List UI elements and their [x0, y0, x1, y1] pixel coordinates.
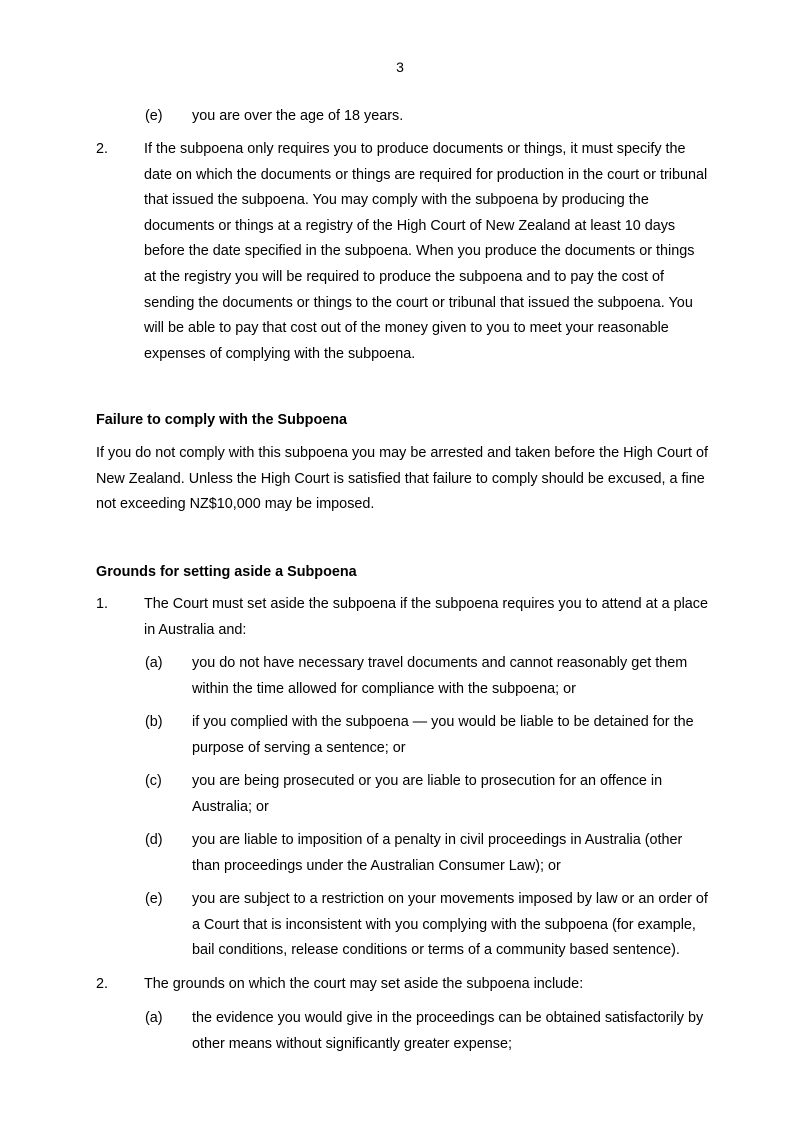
list-label: 1.	[96, 596, 109, 612]
text-line: you do not have necessary travel documents and cannot reasonably get them	[192, 655, 688, 671]
section-paragraph	[96, 441, 708, 518]
sub-item-text	[192, 651, 687, 702]
text-line: you are subject to a restriction on your movements imposed by law or an order of	[192, 891, 708, 907]
section-heading: Failure to comply with the Subpoena	[96, 412, 348, 428]
text-line: If you do not comply with this subpoena you may be arrested and taken before the High Court of	[96, 445, 708, 461]
text-line: than proceedings under the Australian Consumer Law); or	[192, 857, 561, 874]
text-line: before the date specified in the subpoena. When you produce the documents or things	[144, 243, 695, 260]
sub-item-text	[192, 887, 708, 964]
list-label: (a)	[145, 1010, 163, 1026]
text-line: within the time allowed for compliance with the subpoena; or	[192, 680, 576, 697]
text-line: you are being prosecuted or you are liable to prosecution for an offence in	[192, 773, 663, 789]
text-line: documents or things at a registry of the High Court of New Zealand at least 10 days	[144, 217, 676, 234]
sub-item-text	[192, 1006, 703, 1057]
text-line: sending the documents or things to the court or tribunal that issued the subpoena. You	[144, 294, 693, 311]
text-line: if you complied with the subpoena — you would be liable to be detained for the	[192, 714, 694, 730]
sub-item-text	[192, 828, 682, 879]
section-heading: Grounds for setting aside a Subpoena	[96, 564, 357, 580]
numbered-paragraph	[144, 592, 708, 643]
text-line: other means without significantly greater expense;	[192, 1035, 512, 1052]
text-line: purpose of serving a sentence; or	[192, 739, 406, 756]
text-line: New Zealand. Unless the High Court is satisfied that failure to comply should be excused, a fine	[96, 470, 705, 487]
text-line: that issued the subpoena. You may comply with the subpoena by producing the	[144, 192, 649, 209]
list-label: (e)	[145, 108, 163, 124]
text-line: The Court must set aside the subpoena if the subpoena requires you to attend at a place	[144, 596, 708, 612]
list-label: (a)	[145, 655, 163, 671]
text-line: you are liable to imposition of a penalty in civil proceedings in Australia (other	[192, 832, 683, 848]
list-label: (b)	[145, 714, 163, 730]
text-line: not exceeding NZ$10,000 may be imposed.	[96, 496, 375, 513]
list-label: (e)	[145, 891, 163, 907]
list-label: 2.	[96, 141, 109, 157]
text-line: in Australia and:	[144, 621, 247, 638]
sub-item-text	[192, 710, 694, 761]
page-number: 3	[396, 59, 404, 75]
text-line: date on which the documents or things are required for production in the court or tribunal	[144, 166, 708, 183]
text-line: the evidence you would give in the proceedings can be obtained satisfactorily by	[192, 1010, 704, 1026]
text-line: If the subpoena only requires you to produce documents or things, it must specify the	[144, 141, 686, 157]
numbered-paragraph: The grounds on which the court may set aside the subpoena include:	[144, 976, 584, 992]
list-label: (c)	[145, 773, 162, 789]
text-line: at the registry you will be required to produce the subpoena and to pay the cost of	[144, 268, 664, 285]
sub-item-text	[192, 769, 662, 820]
text-line: a Court that is inconsistent with you complying with the subpoena (for example,	[192, 916, 696, 933]
numbered-paragraph	[144, 137, 707, 367]
list-item-text: you are over the age of 18 years.	[192, 108, 404, 124]
text-line: will be able to pay that cost out of the money given to you to meet your reasonable	[144, 320, 669, 337]
text-line: bail conditions, release conditions or terms of a community based sentence).	[192, 942, 680, 959]
list-label: (d)	[145, 832, 163, 848]
text-line: Australia; or	[192, 798, 269, 815]
text-line: expenses of complying with the subpoena.	[144, 345, 416, 362]
list-label: 2.	[96, 976, 109, 992]
